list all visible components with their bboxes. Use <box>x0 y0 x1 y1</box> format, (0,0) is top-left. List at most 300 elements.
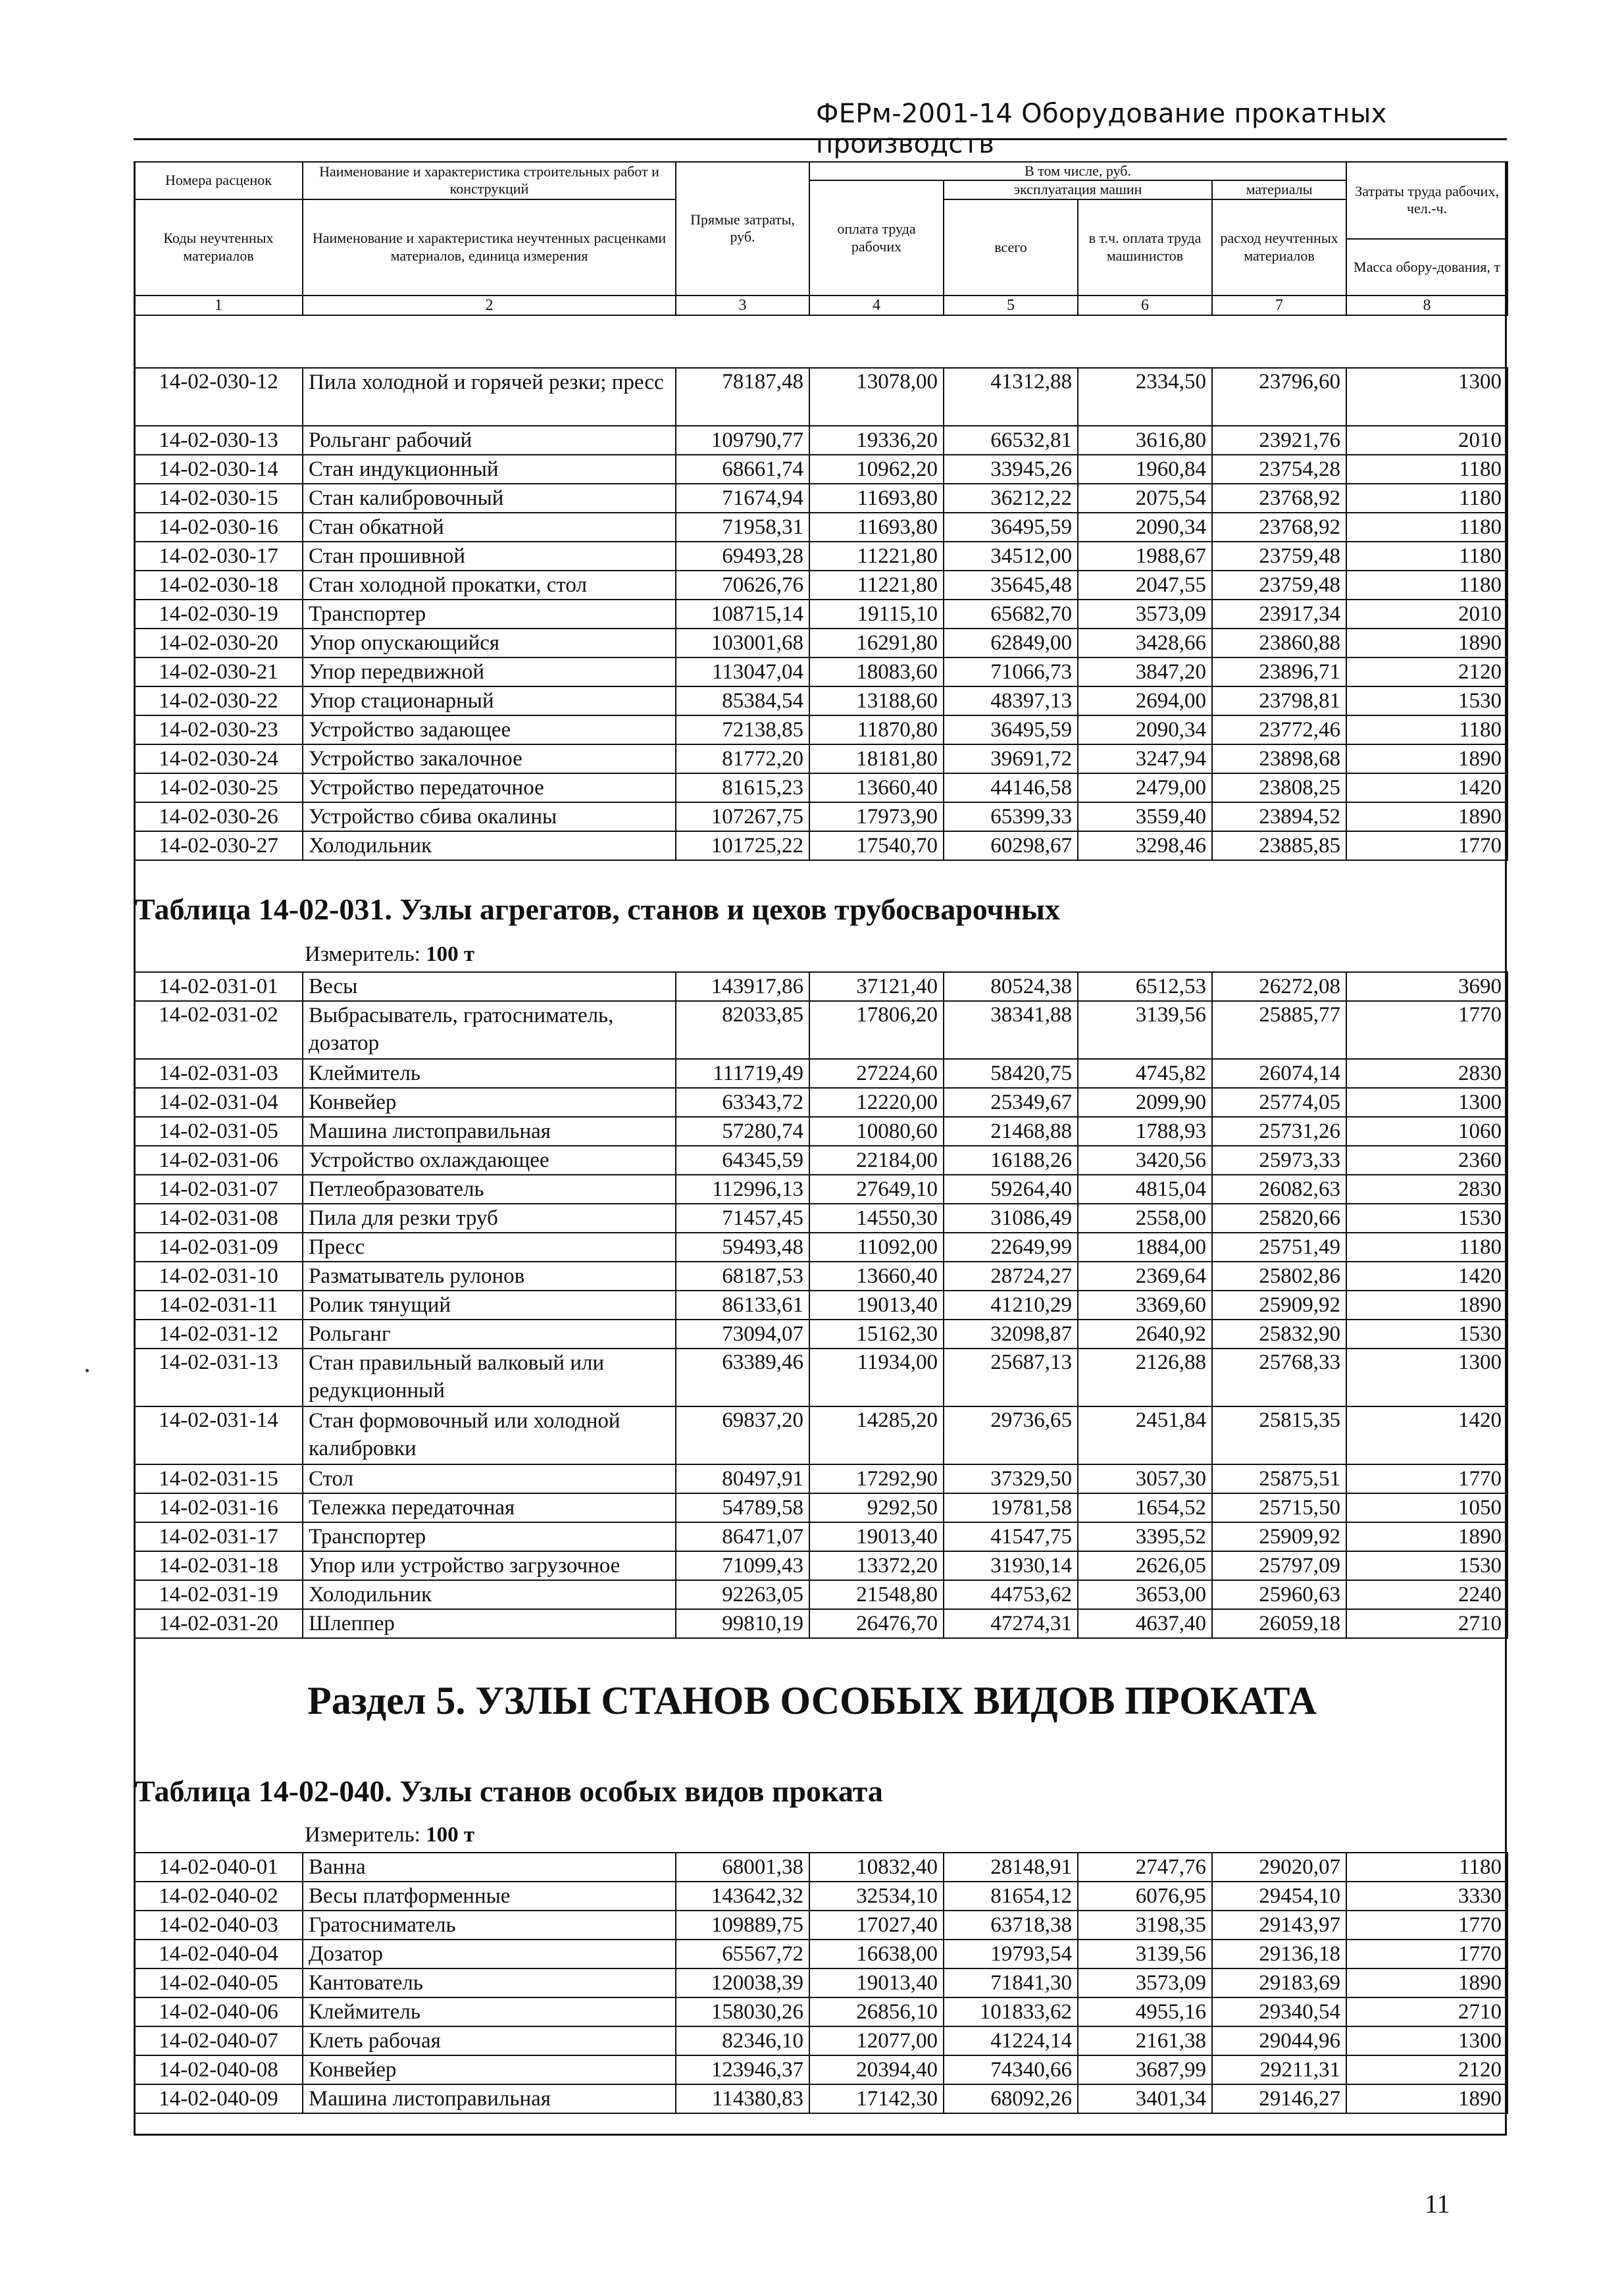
operator-wages: 2626,05 <box>1078 1551 1212 1580</box>
labor-hours: 1530 <box>1346 1204 1508 1233</box>
operator-wages: 3401,34 <box>1078 2084 1212 2113</box>
table-row <box>134 1940 1508 1968</box>
materials-cost: 25731,26 <box>1212 1117 1346 1146</box>
operator-wages: 3298,46 <box>1078 831 1212 860</box>
direct-costs: 114380,83 <box>676 2084 809 2113</box>
table-row <box>134 1911 1508 1940</box>
section-title: Раздел 5. УЗЛЫ СТАНОВ ОСОБЫХ ВИДОВ ПРОКАТА <box>307 1679 1317 1722</box>
materials-cost: 23894,52 <box>1212 802 1346 831</box>
meter-031 <box>305 942 474 967</box>
operator-wages: 2369,64 <box>1078 1262 1212 1291</box>
direct-costs: 113047,04 <box>676 657 809 686</box>
materials-cost: 25715,50 <box>1212 1493 1346 1522</box>
rate-code: 14-02-040-06 <box>134 1997 303 2026</box>
direct-costs: 81615,23 <box>676 773 809 802</box>
work-name: Транспортер <box>303 1522 676 1551</box>
machines-total: 36212,22 <box>944 484 1078 513</box>
column-number: 5 <box>944 296 1078 315</box>
labor-hours: 1530 <box>1346 1551 1508 1580</box>
operator-wages: 3139,56 <box>1078 1001 1212 1059</box>
worker-wages: 11092,00 <box>809 1233 944 1262</box>
col-header-unaccounted-name: Наименование и характеристика неучтенных расценками материалов, единица измерения <box>303 199 676 296</box>
materials-cost: 25973,33 <box>1212 1146 1346 1175</box>
labor-hours: 1420 <box>1346 1262 1508 1291</box>
rate-code: 14-02-030-14 <box>134 455 303 484</box>
operator-wages: 3573,09 <box>1078 1968 1212 1997</box>
work-name: Транспортер <box>303 600 676 629</box>
worker-wages: 12077,00 <box>809 2026 944 2055</box>
labor-hours: 1770 <box>1346 1001 1508 1059</box>
table-row <box>134 2084 1508 2113</box>
materials-cost: 23896,71 <box>1212 657 1346 686</box>
column-header-table <box>134 161 1508 316</box>
col-header-material-use: расход неучтенных материалов <box>1212 199 1346 296</box>
materials-cost: 23808,25 <box>1212 773 1346 802</box>
worker-wages: 11934,00 <box>809 1349 944 1406</box>
materials-cost: 25797,09 <box>1212 1551 1346 1580</box>
rate-code: 14-02-031-01 <box>134 972 303 1001</box>
rates-table-031 <box>134 971 1508 1639</box>
direct-costs: 71674,94 <box>676 484 809 513</box>
table-row <box>134 1233 1508 1262</box>
col-header-operator-wages: в т.ч. оплата труда машинистов <box>1078 199 1212 296</box>
labor-hours: 1180 <box>1346 455 1508 484</box>
labor-hours: 1050 <box>1346 1493 1508 1522</box>
machines-total: 28148,91 <box>944 1853 1078 1882</box>
col-header-codes: Номера расценок <box>134 162 303 199</box>
materials-cost: 23798,81 <box>1212 686 1346 715</box>
rate-code: 14-02-040-07 <box>134 2026 303 2055</box>
labor-hours: 2120 <box>1346 2055 1508 2084</box>
rate-code: 14-02-031-16 <box>134 1493 303 1522</box>
direct-costs: 64345,59 <box>676 1146 809 1175</box>
labor-hours: 1890 <box>1346 1522 1508 1551</box>
machines-total: 38341,88 <box>944 1001 1078 1059</box>
worker-wages: 18181,80 <box>809 744 944 773</box>
materials-cost: 29183,69 <box>1212 1968 1346 1997</box>
rates-table-040 <box>134 1852 1508 2114</box>
operator-wages: 2451,84 <box>1078 1406 1212 1464</box>
table-row <box>134 1493 1508 1522</box>
machines-total: 59264,40 <box>944 1175 1078 1204</box>
work-name: Разматыватель рулонов <box>303 1262 676 1291</box>
operator-wages: 3057,30 <box>1078 1464 1212 1493</box>
materials-cost: 29044,96 <box>1212 2026 1346 2055</box>
worker-wages: 19336,20 <box>809 426 944 455</box>
work-name: Клеймитель <box>303 1059 676 1088</box>
work-name: Устройство передаточное <box>303 773 676 802</box>
machines-total: 36495,59 <box>944 715 1078 744</box>
materials-cost: 23921,76 <box>1212 426 1346 455</box>
table-row <box>134 484 1508 513</box>
column-number: 7 <box>1212 296 1346 315</box>
materials-cost: 25909,92 <box>1212 1291 1346 1320</box>
work-name: Устройство закалочное <box>303 744 676 773</box>
table-row <box>134 1291 1508 1320</box>
column-number: 4 <box>809 296 944 315</box>
machines-total: 22649,99 <box>944 1233 1078 1262</box>
direct-costs: 120038,39 <box>676 1968 809 1997</box>
worker-wages: 15162,30 <box>809 1320 944 1349</box>
materials-cost: 25774,05 <box>1212 1088 1346 1117</box>
operator-wages: 4955,16 <box>1078 1997 1212 2026</box>
worker-wages: 13188,60 <box>809 686 944 715</box>
col-header-machines-total: всего <box>944 199 1078 296</box>
labor-hours: 1770 <box>1346 1464 1508 1493</box>
rates-table-030 <box>134 367 1508 861</box>
meter-value: 100 т <box>426 942 475 966</box>
labor-hours: 1890 <box>1346 1968 1508 1997</box>
work-name: Устройство сбива окалины <box>303 802 676 831</box>
work-name: Кантователь <box>303 1968 676 1997</box>
work-name: Стан формовочный или холодной калибровки <box>303 1406 676 1464</box>
operator-wages: 2047,55 <box>1078 571 1212 600</box>
worker-wages: 11693,80 <box>809 513 944 542</box>
worker-wages: 20394,40 <box>809 2055 944 2084</box>
work-name: Холодильник <box>303 831 676 860</box>
direct-costs: 82346,10 <box>676 2026 809 2055</box>
materials-cost: 29454,10 <box>1212 1882 1346 1911</box>
machines-total: 48397,13 <box>944 686 1078 715</box>
col-header-machines: эксплуатация машин <box>944 180 1212 199</box>
column-number: 6 <box>1078 296 1212 315</box>
table-row <box>134 2055 1508 2084</box>
work-name: Упор или устройство загрузочное <box>303 1551 676 1580</box>
table-row <box>134 715 1508 744</box>
work-name: Стан холодной прокатки, стол <box>303 571 676 600</box>
table-row <box>134 426 1508 455</box>
table-row <box>134 1204 1508 1233</box>
labor-hours: 1180 <box>1346 513 1508 542</box>
rate-code: 14-02-030-22 <box>134 686 303 715</box>
materials-cost: 23759,48 <box>1212 571 1346 600</box>
labor-hours: 1300 <box>1346 1349 1508 1406</box>
col-header-wages: оплата труда рабочих <box>809 180 944 295</box>
machines-total: 74340,66 <box>944 2055 1078 2084</box>
direct-costs: 86133,61 <box>676 1291 809 1320</box>
worker-wages: 17027,40 <box>809 1911 944 1940</box>
operator-wages: 2126,88 <box>1078 1349 1212 1406</box>
work-name: Холодильник <box>303 1580 676 1609</box>
machines-total: 62849,00 <box>944 629 1078 657</box>
labor-hours: 1890 <box>1346 1291 1508 1320</box>
work-name: Ролик тянущий <box>303 1291 676 1320</box>
operator-wages: 2747,76 <box>1078 1853 1212 1882</box>
direct-costs: 158030,26 <box>676 1997 809 2026</box>
materials-cost: 26059,18 <box>1212 1609 1346 1638</box>
direct-costs: 63389,46 <box>676 1349 809 1406</box>
table-row <box>134 1175 1508 1204</box>
materials-cost: 29136,18 <box>1212 1940 1346 1968</box>
rate-code: 14-02-040-02 <box>134 1882 303 1911</box>
table-row <box>134 1580 1508 1609</box>
machines-total: 28724,27 <box>944 1262 1078 1291</box>
operator-wages: 3616,80 <box>1078 426 1212 455</box>
operator-wages: 1788,93 <box>1078 1117 1212 1146</box>
machines-total: 19793,54 <box>944 1940 1078 1968</box>
rate-code: 14-02-031-18 <box>134 1551 303 1580</box>
rate-code: 14-02-031-15 <box>134 1464 303 1493</box>
direct-costs: 57280,74 <box>676 1117 809 1146</box>
direct-costs: 68661,74 <box>676 455 809 484</box>
labor-hours: 3330 <box>1346 1882 1508 1911</box>
work-name: Весы <box>303 972 676 1001</box>
direct-costs: 68001,38 <box>676 1853 809 1882</box>
materials-cost: 25751,49 <box>1212 1233 1346 1262</box>
machines-total: 41547,75 <box>944 1522 1078 1551</box>
col-header-mass: Масса обору-дования, т <box>1346 239 1508 296</box>
rate-code: 14-02-031-19 <box>134 1580 303 1609</box>
materials-cost: 25768,33 <box>1212 1349 1346 1406</box>
machines-total: 21468,88 <box>944 1117 1078 1146</box>
labor-hours: 1770 <box>1346 831 1508 860</box>
machines-total: 71066,73 <box>944 657 1078 686</box>
operator-wages: 3395,52 <box>1078 1522 1212 1551</box>
worker-wages: 22184,00 <box>809 1146 944 1175</box>
table-row <box>134 542 1508 571</box>
machines-total: 31930,14 <box>944 1551 1078 1580</box>
direct-costs: 63343,72 <box>676 1088 809 1117</box>
operator-wages: 2558,00 <box>1078 1204 1212 1233</box>
machines-total: 58420,75 <box>944 1059 1078 1088</box>
labor-hours: 1060 <box>1346 1117 1508 1146</box>
direct-costs: 107267,75 <box>676 802 809 831</box>
document-header: ФЕРм-2001-14 Оборудование прокатных производств <box>816 99 1387 159</box>
direct-costs: 72138,85 <box>676 715 809 744</box>
labor-hours: 2010 <box>1346 600 1508 629</box>
direct-costs: 103001,68 <box>676 629 809 657</box>
operator-wages: 6512,53 <box>1078 972 1212 1001</box>
table-row <box>134 802 1508 831</box>
work-name: Упор опускающийся <box>303 629 676 657</box>
rate-code: 14-02-040-05 <box>134 1968 303 1997</box>
rate-code: 14-02-031-12 <box>134 1320 303 1349</box>
materials-cost: 23917,34 <box>1212 600 1346 629</box>
operator-wages: 1960,84 <box>1078 455 1212 484</box>
direct-costs: 143917,86 <box>676 972 809 1001</box>
machines-total: 81654,12 <box>944 1882 1078 1911</box>
labor-hours: 1180 <box>1346 484 1508 513</box>
direct-costs: 109790,77 <box>676 426 809 455</box>
work-name: Стан калибровочный <box>303 484 676 513</box>
labor-hours: 1530 <box>1346 686 1508 715</box>
work-name: Стан индукционный <box>303 455 676 484</box>
direct-costs: 143642,32 <box>676 1882 809 1911</box>
worker-wages: 17540,70 <box>809 831 944 860</box>
machines-total: 33945,26 <box>944 455 1078 484</box>
rate-code: 14-02-040-08 <box>134 2055 303 2084</box>
machines-total: 34512,00 <box>944 542 1078 571</box>
materials-cost: 23772,46 <box>1212 715 1346 744</box>
rate-code: 14-02-031-03 <box>134 1059 303 1088</box>
work-name: Пила для резки труб <box>303 1204 676 1233</box>
table-row <box>134 1320 1508 1349</box>
meter-label: Измеритель: <box>305 942 420 966</box>
table-row <box>134 1088 1508 1117</box>
col-header-unaccounted-codes: Коды неучтенных материалов <box>134 199 303 296</box>
direct-costs: 71958,31 <box>676 513 809 542</box>
table-row <box>134 972 1508 1001</box>
operator-wages: 3847,20 <box>1078 657 1212 686</box>
rate-code: 14-02-030-26 <box>134 802 303 831</box>
direct-costs: 92263,05 <box>676 1580 809 1609</box>
operator-wages: 2640,92 <box>1078 1320 1212 1349</box>
table-row <box>134 1406 1508 1464</box>
direct-costs: 70626,76 <box>676 571 809 600</box>
table-row <box>134 773 1508 802</box>
direct-costs: 68187,53 <box>676 1262 809 1291</box>
rate-code: 14-02-030-23 <box>134 715 303 744</box>
materials-cost: 25909,92 <box>1212 1522 1346 1551</box>
machines-total: 47274,31 <box>944 1609 1078 1638</box>
worker-wages: 27649,10 <box>809 1175 944 1204</box>
operator-wages: 3687,99 <box>1078 2055 1212 2084</box>
operator-wages: 3573,09 <box>1078 600 1212 629</box>
meter-value: 100 т <box>426 1823 475 1847</box>
rate-code: 14-02-031-08 <box>134 1204 303 1233</box>
labor-hours: 1180 <box>1346 542 1508 571</box>
work-name: Конвейер <box>303 2055 676 2084</box>
rate-code: 14-02-031-17 <box>134 1522 303 1551</box>
rate-code: 14-02-030-12 <box>134 368 303 426</box>
labor-hours: 2010 <box>1346 426 1508 455</box>
labor-hours: 1300 <box>1346 1088 1508 1117</box>
work-name: Пресс <box>303 1233 676 1262</box>
worker-wages: 9292,50 <box>809 1493 944 1522</box>
materials-cost: 29146,27 <box>1212 2084 1346 2113</box>
table-row <box>134 1609 1508 1638</box>
machines-total: 44753,62 <box>944 1580 1078 1609</box>
table-row <box>134 1997 1508 2026</box>
header-rule <box>134 138 1507 140</box>
work-name: Гратосниматель <box>303 1911 676 1940</box>
materials-cost: 25802,86 <box>1212 1262 1346 1291</box>
worker-wages: 11870,80 <box>809 715 944 744</box>
direct-costs: 86471,07 <box>676 1522 809 1551</box>
materials-cost: 25875,51 <box>1212 1464 1346 1493</box>
rate-code: 14-02-031-10 <box>134 1262 303 1291</box>
machines-total: 80524,38 <box>944 972 1078 1001</box>
direct-costs: 69837,20 <box>676 1406 809 1464</box>
work-name: Машина листоправильная <box>303 2084 676 2113</box>
operator-wages: 2479,00 <box>1078 773 1212 802</box>
direct-costs: 108715,14 <box>676 600 809 629</box>
table-row <box>134 600 1508 629</box>
labor-hours: 1180 <box>1346 1233 1508 1262</box>
machines-total: 32098,87 <box>944 1320 1078 1349</box>
worker-wages: 19013,40 <box>809 1291 944 1320</box>
rate-code: 14-02-030-16 <box>134 513 303 542</box>
machines-total: 66532,81 <box>944 426 1078 455</box>
rate-code: 14-02-031-02 <box>134 1001 303 1059</box>
worker-wages: 18083,60 <box>809 657 944 686</box>
direct-costs: 123946,37 <box>676 2055 809 2084</box>
materials-cost: 23768,92 <box>1212 513 1346 542</box>
operator-wages: 3559,40 <box>1078 802 1212 831</box>
direct-costs: 99810,19 <box>676 1609 809 1638</box>
materials-cost: 29020,07 <box>1212 1853 1346 1882</box>
operator-wages: 2090,34 <box>1078 513 1212 542</box>
direct-costs: 71457,45 <box>676 1204 809 1233</box>
worker-wages: 17292,90 <box>809 1464 944 1493</box>
operator-wages: 2090,34 <box>1078 715 1212 744</box>
work-name: Устройство охлаждающее <box>303 1146 676 1175</box>
machines-total: 71841,30 <box>944 1968 1078 1997</box>
labor-hours: 2830 <box>1346 1175 1508 1204</box>
table-row <box>134 455 1508 484</box>
worker-wages: 32534,10 <box>809 1882 944 1911</box>
table-title-040: Таблица 14-02-040. Узлы станов особых видов проката <box>135 1774 883 1808</box>
rate-code: 14-02-040-03 <box>134 1911 303 1940</box>
labor-hours: 2360 <box>1346 1146 1508 1175</box>
worker-wages: 16291,80 <box>809 629 944 657</box>
worker-wages: 13660,40 <box>809 1262 944 1291</box>
direct-costs: 109889,75 <box>676 1911 809 1940</box>
labor-hours: 1890 <box>1346 629 1508 657</box>
labor-hours: 2120 <box>1346 657 1508 686</box>
rate-code: 14-02-031-05 <box>134 1117 303 1146</box>
table-row <box>134 629 1508 657</box>
direct-costs: 101725,22 <box>676 831 809 860</box>
worker-wages: 13078,00 <box>809 368 944 426</box>
machines-total: 101833,62 <box>944 1997 1078 2026</box>
machines-total: 35645,48 <box>944 571 1078 600</box>
labor-hours: 1770 <box>1346 1911 1508 1940</box>
table-row <box>134 1522 1508 1551</box>
operator-wages: 4745,82 <box>1078 1059 1212 1088</box>
operator-wages: 1654,52 <box>1078 1493 1212 1522</box>
rate-code: 14-02-030-24 <box>134 744 303 773</box>
work-name: Клеть рабочая <box>303 2026 676 2055</box>
column-number: 8 <box>1346 296 1508 315</box>
materials-cost: 25885,77 <box>1212 1001 1346 1059</box>
labor-hours: 1420 <box>1346 1406 1508 1464</box>
rate-code: 14-02-031-04 <box>134 1088 303 1117</box>
labor-hours: 1890 <box>1346 802 1508 831</box>
direct-costs: 69493,28 <box>676 542 809 571</box>
materials-cost: 23796,60 <box>1212 368 1346 426</box>
labor-hours: 1300 <box>1346 2026 1508 2055</box>
work-name: Пила холодной и горячей резки; пресс <box>303 368 676 426</box>
rate-code: 14-02-031-07 <box>134 1175 303 1204</box>
labor-hours: 1530 <box>1346 1320 1508 1349</box>
operator-wages: 3369,60 <box>1078 1291 1212 1320</box>
worker-wages: 11693,80 <box>809 484 944 513</box>
work-name: Стан прошивной <box>303 542 676 571</box>
worker-wages: 26476,70 <box>809 1609 944 1638</box>
labor-hours: 1300 <box>1346 368 1508 426</box>
direct-costs: 82033,85 <box>676 1001 809 1059</box>
meter-040 <box>305 1823 474 1847</box>
work-name: Машина листоправильная <box>303 1117 676 1146</box>
work-name: Ванна <box>303 1853 676 1882</box>
machines-total: 31086,49 <box>944 1204 1078 1233</box>
operator-wages: 1884,00 <box>1078 1233 1212 1262</box>
table-row <box>134 1968 1508 1997</box>
worker-wages: 10832,40 <box>809 1853 944 1882</box>
table-row <box>134 1059 1508 1088</box>
table-row <box>134 1464 1508 1493</box>
labor-hours: 2830 <box>1346 1059 1508 1088</box>
work-name: Шлеппер <box>303 1609 676 1638</box>
work-name: Конвейер <box>303 1088 676 1117</box>
table-row <box>134 1551 1508 1580</box>
machines-total: 19781,58 <box>944 1493 1078 1522</box>
labor-hours: 1890 <box>1346 2084 1508 2113</box>
column-number: 3 <box>676 296 809 315</box>
labor-hours: 2240 <box>1346 1580 1508 1609</box>
operator-wages: 4815,04 <box>1078 1175 1212 1204</box>
